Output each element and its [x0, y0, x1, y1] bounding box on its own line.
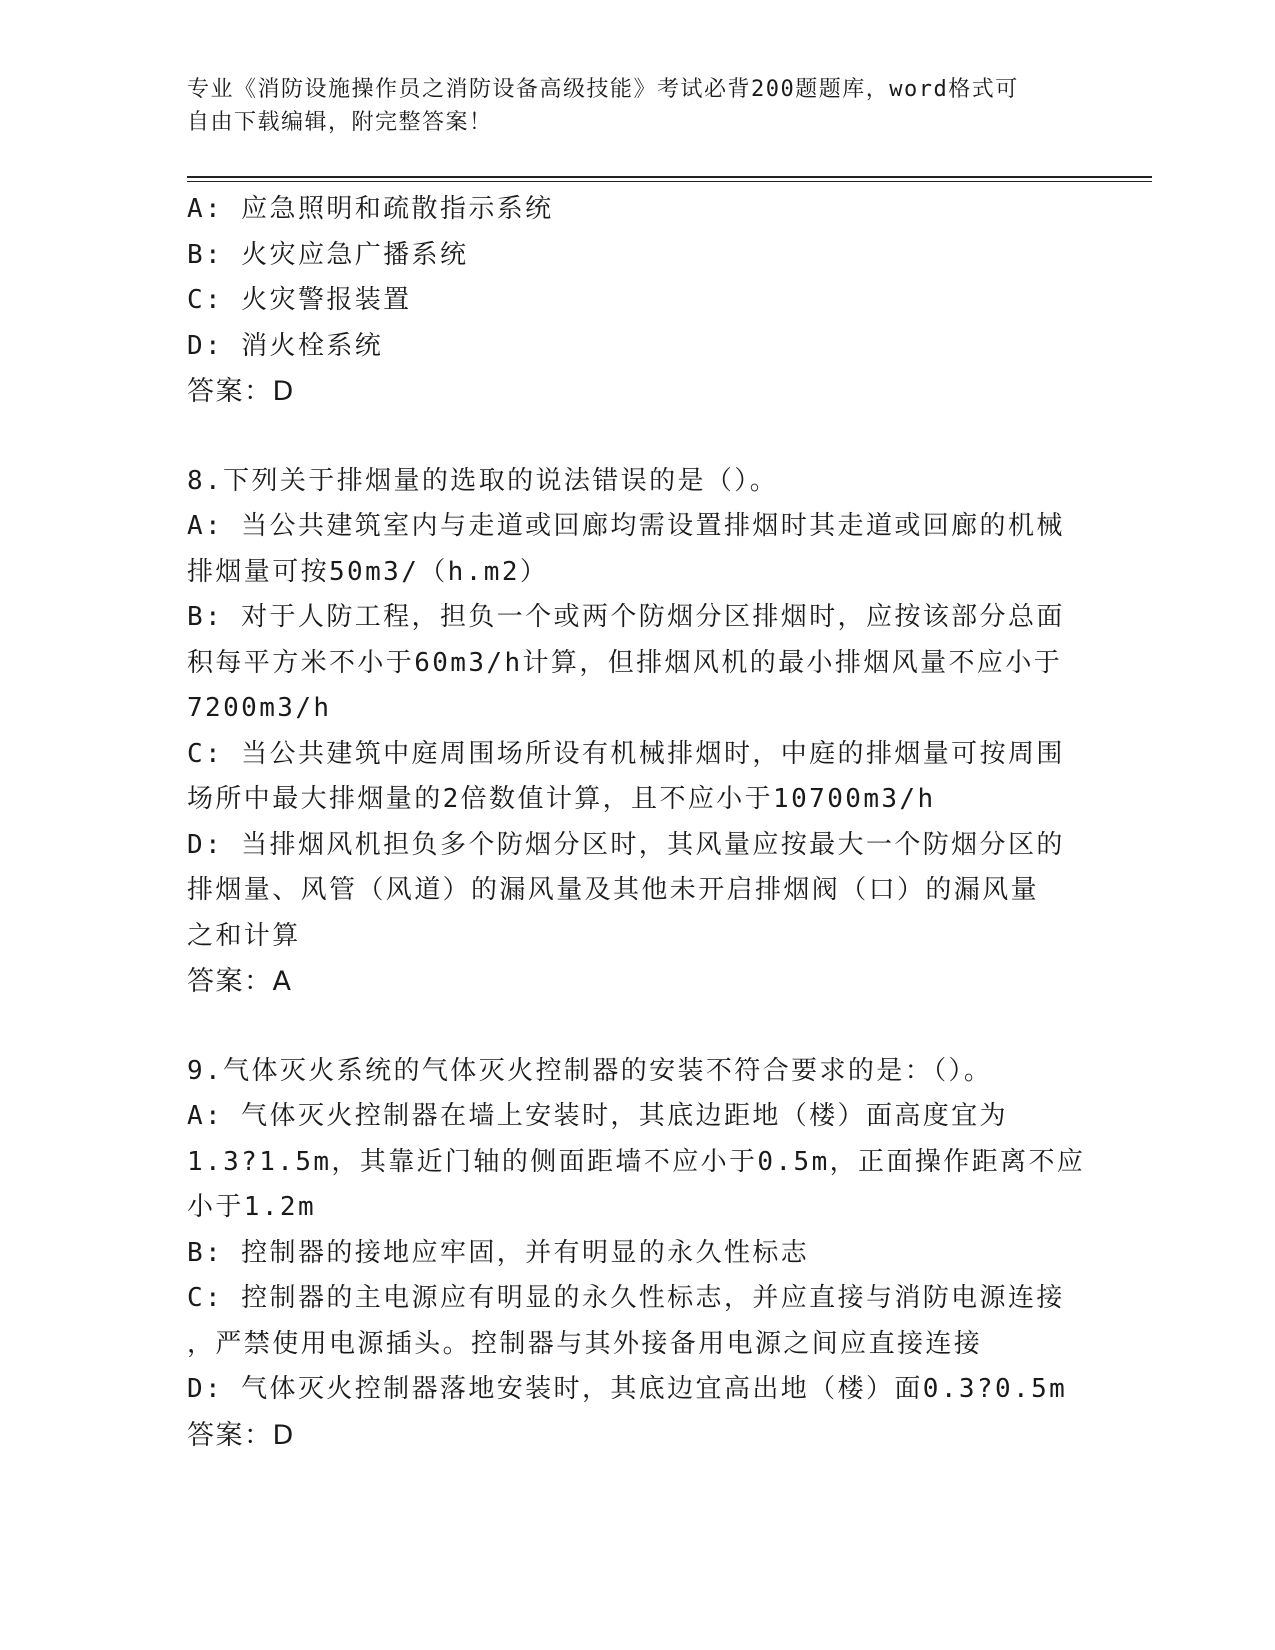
header-divider-thick [187, 176, 1152, 178]
q8-option-d-line-2: 排烟量、风管（风道）的漏风量及其他未开启排烟阀（口）的漏风量 [187, 875, 1040, 905]
q9-option-b-line-1: B: 控制器的接地应牢固，并有明显的永久性标志 [187, 1237, 810, 1268]
q8-question: 8.下列关于排烟量的选取的说法错误的是（）。 [187, 465, 779, 496]
q8-option-c-line-2: 场所中最大排烟量的2倍数值计算，且不应小于10700m3/h [187, 784, 936, 814]
spacer [187, 1005, 1067, 1049]
question-9-block [187, 1049, 1086, 1459]
q8-option-b-line-3: 7200m3/h [187, 693, 332, 723]
header-line-2: 自由下载编辑，附完整答案！ [187, 110, 493, 135]
q9-option-a-line-3: 小于1.2m [187, 1192, 317, 1222]
q8-option-b-line-1: B: 对于人防工程，担负一个或两个防烟分区排烟时，应按该部分总面 [187, 602, 1065, 632]
q9-option-a-line-2: 1.3?1.5m，其靠近门轴的侧面距墙不应小于0.5m，正面操作距离不应 [187, 1146, 1086, 1177]
q8-option-c-line-1: C: 当公共建筑中庭周围场所设有机械排烟时，中庭的排烟量可按周围 [187, 738, 1065, 769]
q7-option-c: C: 火灾警报装置 [187, 285, 412, 315]
q9-question: 9.气体灭火系统的气体灭火控制器的安装不符合要求的是：（）。 [187, 1055, 993, 1086]
question-8-block [187, 459, 1067, 1005]
q9-option-a-line-1: A: 气体灭火控制器在墙上安装时，其底边距地（楼）面高度宜为 [187, 1101, 1008, 1131]
header-line-1: 专业《消防设施操作员之消防设备高级技能》考试必背200题题库，word格式可 [187, 77, 1019, 102]
q7-option-a: A: 应急照明和疏散指示系统 [187, 194, 554, 224]
q8-option-d-line-3: 之和计算 [187, 920, 301, 951]
q9-option-c-line-1: C: 控制器的主电源应有明显的永久性标志，并应直接与消防电源连接 [187, 1283, 1065, 1313]
q9-answer: 答案：D [187, 1419, 295, 1451]
q7-answer: 答案：D [187, 376, 295, 407]
q9-option-c-line-2: ，严禁使用电源插头。控制器与其外接备用电源之间应直接连接 [187, 1328, 983, 1359]
q8-option-a-line-2: 排烟量可按50m3/（h.m2） [187, 556, 549, 587]
q7-option-d: D: 消火栓系统 [187, 330, 384, 361]
spacer [187, 415, 1067, 459]
document-header [187, 73, 1067, 139]
document-body [187, 187, 1086, 1458]
q8-answer: 答案：A [187, 966, 293, 997]
header-divider-thin [187, 181, 1152, 182]
question-7-block [187, 187, 1067, 415]
q7-option-b: B: 火灾应急广播系统 [187, 239, 469, 270]
q8-option-d-line-1: D: 当排烟风机担负多个防烟分区时，其风量应按最大一个防烟分区的 [187, 829, 1065, 860]
q8-option-a-line-1: A: 当公共建筑室内与走道或回廊均需设置排烟时其走道或回廊的机械 [187, 511, 1065, 541]
q9-option-d-line-1: D: 气体灭火控制器落地安装时，其底边宜高出地（楼）面0.3?0.5m [187, 1374, 1068, 1404]
q8-option-b-line-2: 积每平方米不小于60m3/h计算，但排烟风机的最小排烟风量不应小于 [187, 647, 1063, 678]
